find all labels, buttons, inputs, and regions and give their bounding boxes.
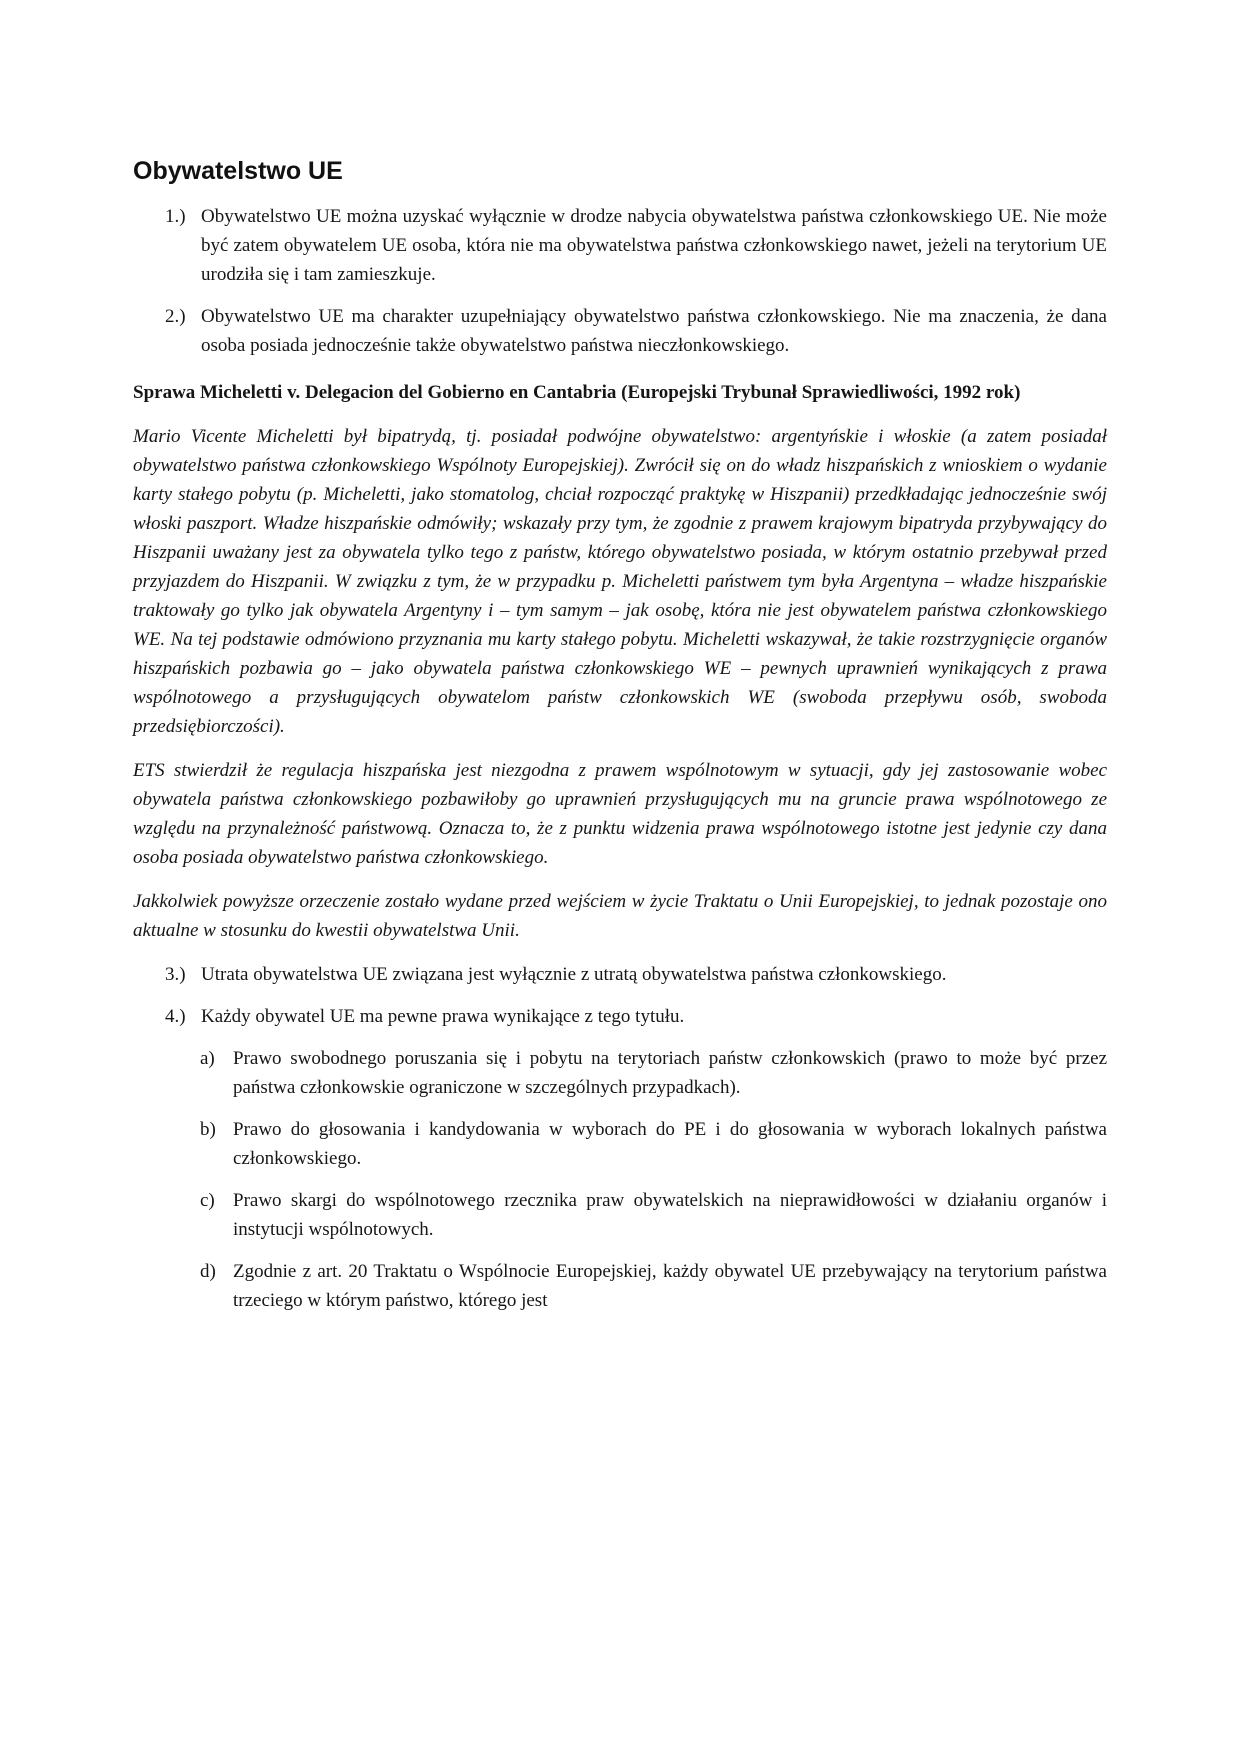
sub-item-marker: b)	[200, 1119, 216, 1140]
sub-item-text: Prawo skargi do wspólnotowego rzecznika praw obywatelskich na nieprawidłowości w działaniu organów i instytucji wspólnotowych.	[233, 1190, 1107, 1240]
case-description-paragraph: Mario Vicente Micheletti był bipatrydą, tj. posiadał podwójne obywatelstwo: argentyńskie i włoskie (a zatem posiadał obywatelstwo państwa członkowskiego Wspólnoty Europejskiej). Zwrócił się on do władz hiszpańskich z wnioskiem o wydanie karty stałego pobytu (p. Micheletti, jako stomatolog, chciał rozpocząć praktykę w Hiszpanii) przedkładając jednocześnie swój włoski paszport. Władze hiszpańskie odmówiły; wskazały przy tym, że zgodnie z prawem krajowym bipatryda przybywający do Hiszpanii uważany jest za obywatela tylko tego z państw, którego obywatelstwo posiada, w którym ostatnio przebywał przed przyjazdem do Hiszpanii. W związku z tym, że w przypadku p. Micheletti państwem tym była Argentyna – władze hiszpańskie traktowały go tylko jak obywatela Argentyny i – tym samym – jak osobę, która nie jest obywatelem państwa członkowskiego WE. Na tej podstawie odmówiono przyznania mu karty stałego pobytu. Micheletti wskazywał, że takie rozstrzygnięcie organów hiszpańskich pozbawia go – jako obywatela państwa członkowskiego WE – pewnych uprawnień wynikających z prawa wspólnotowego a przysługujących obywatelom państw członkowskich WE (swoboda przepływu osób, swoboda przedsiębiorczości).	[133, 426, 1107, 737]
sub-item-b	[133, 1115, 1107, 1173]
list-item-marker: 3.)	[165, 964, 186, 985]
sub-item-d	[133, 1257, 1107, 1315]
remark-paragraph: Jakkolwiek powyższe orzeczenie zostało wydane przed wejściem w życie Traktatu o Unii Europejskiej, to jednak pozostaje ono aktualne w stosunku do kwestii obywatelstwa Unii.	[133, 891, 1107, 941]
case-heading: Sprawa Micheletti v. Delegacion del Gobierno en Cantabria (Europejski Trybunał Sprawiedliwości, 1992 rok)	[133, 382, 1021, 403]
list-item-3	[133, 960, 1107, 989]
sub-item-a	[133, 1044, 1107, 1102]
list-item-4	[133, 1002, 1107, 1031]
list-item-marker: 1.)	[165, 206, 186, 227]
sub-item-marker: c)	[200, 1190, 215, 1211]
sub-item-marker: d)	[200, 1261, 216, 1282]
list-item-text: Obywatelstwo UE ma charakter uzupełniający obywatelstwo państwa członkowskiego. Nie ma znaczenia, że dana osoba posiada jednocześnie także obywatelstwo państwa nieczłonkowskiego.	[201, 306, 1107, 356]
ets-ruling-paragraph: ETS stwierdził że regulacja hiszpańska jest niezgodna z prawem wspólnotowym w sytuacji, gdy jej zastosowanie wobec obywatela państwa członkowskiego pozbawiłoby go uprawnień przysługujących mu na gruncie prawa wspólnotowego ze względu na przynależność państwową. Oznacza to, że z punktu widzenia prawa wspólnotowego istotne jest jedynie czy dana osoba posiada obywatelstwo państwa członkowskiego.	[133, 760, 1107, 868]
sub-item-text: Zgodnie z art. 20 Traktatu o Wspólnocie Europejskiej, każdy obywatel UE przebywający na terytorium państwa trzeciego w którym państwo, którego jest	[233, 1261, 1107, 1311]
page-title: Obywatelstwo UE	[133, 157, 343, 185]
sub-item-marker: a)	[200, 1048, 215, 1069]
list-item-marker: 2.)	[165, 306, 186, 327]
list-item-marker: 4.)	[165, 1006, 186, 1027]
sub-item-text: Prawo swobodnego poruszania się i pobytu na terytoriach państw członkowskich (prawo to może być przez państwa członkowskie ograniczone w szczególnych przypadkach).	[233, 1048, 1107, 1098]
sub-item-text: Prawo do głosowania i kandydowania w wyborach do PE i do głosowania w wyborach lokalnych państwa członkowskiego.	[233, 1119, 1107, 1169]
list-item-text: Każdy obywatel UE ma pewne prawa wynikające z tego tytułu.	[201, 1006, 685, 1027]
list-item-text: Obywatelstwo UE można uzyskać wyłącznie w drodze nabycia obywatelstwa państwa członkowskiego UE. Nie może być zatem obywatelem UE osoba, która nie ma obywatelstwa państwa członkowskiego nawet, jeżeli na terytorium UE urodziła się i tam zamieszkuje.	[201, 206, 1107, 285]
list-item-1	[133, 202, 1107, 289]
list-item-2	[133, 302, 1107, 360]
list-item-text: Utrata obywatelstwa UE związana jest wyłącznie z utratą obywatelstwa państwa członkowskiego.	[201, 964, 947, 985]
sub-item-c	[133, 1186, 1107, 1244]
